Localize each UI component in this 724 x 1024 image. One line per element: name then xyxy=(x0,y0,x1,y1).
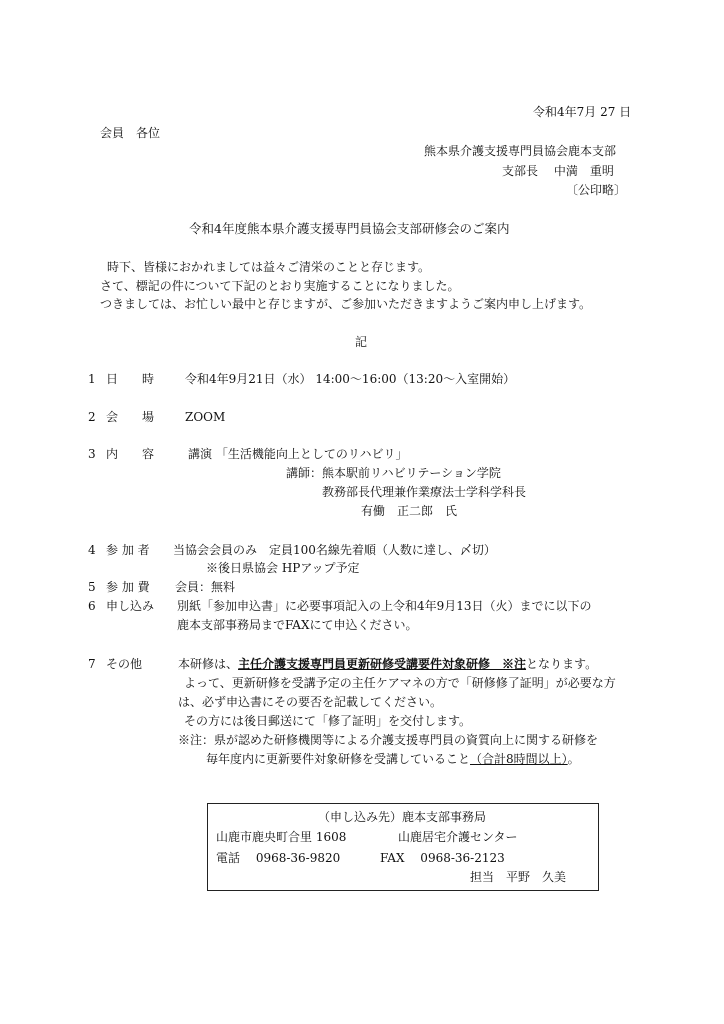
contact-heading: （申し込み先）鹿本支部事務局 xyxy=(318,810,487,824)
item-number-2: 2 xyxy=(88,410,96,424)
item-number-6: 6 xyxy=(88,599,96,613)
contact-address: 山鹿市鹿央町合里 1608 xyxy=(216,830,347,844)
item-label-application: 申し込み xyxy=(106,599,155,613)
item-number-5: 5 xyxy=(88,580,96,594)
participants-note: ※後日県協会 HPアップ予定 xyxy=(206,561,360,575)
other-note-1: ※注：県が認めた研修機関等による介護支援専門員の資質向上に関する研修を xyxy=(178,733,599,747)
other-line-4: その方には後日郵送にて「修了証明」を交付します。 xyxy=(184,714,472,728)
application-line-1: 別紙「参加申込書」に必要事項記入の上令和4年9月13日（火）までに以下の xyxy=(177,599,592,613)
document-title: 令和4年度熊本県介護支援専門員協会支部研修会のご案内 xyxy=(189,221,510,236)
contact-center: 山鹿居宅介護センター xyxy=(398,830,518,844)
item-label-other: その他 xyxy=(106,657,143,671)
item-value-lecture: 講演 「生活機能向上としてのリハビリ」 xyxy=(188,447,408,461)
sender-organization: 熊本県介護支援専門員協会鹿本支部 xyxy=(424,144,617,158)
other-line-1-pre: 本研修は、 xyxy=(178,657,239,671)
other-line-1 xyxy=(178,657,597,672)
item-value-fee: 会員：無料 xyxy=(175,580,236,594)
contact-person: 担当 平野 久美 xyxy=(470,870,567,884)
ki-heading: 記 xyxy=(355,335,368,349)
lecturer-title: 教務部長代理兼作業療法士学科学科長 xyxy=(322,485,527,499)
item-label-venue: 会 場 xyxy=(106,410,155,424)
item-number-1: 1 xyxy=(88,372,96,386)
lecturer-name: 有働 正二郎 氏 xyxy=(361,504,458,518)
seal-note: 〔公印略〕 xyxy=(566,183,627,197)
item-label-participants: 参 加 者 xyxy=(106,543,150,557)
other-line-1-emphasis: 主任介護支援専門員更新研修受講要件対象研修 ※注 xyxy=(238,657,527,671)
item-label-fee: 参 加 費 xyxy=(106,580,150,594)
other-note-2 xyxy=(206,752,580,767)
intro-line-3: つきましては、お忙しい最中と存じますが、ご参加いただきますようご案内申し上げます。 xyxy=(100,297,592,311)
other-line-1-post: となります。 xyxy=(526,657,598,671)
document-date: 令和4年7月 27 日 xyxy=(533,105,632,119)
other-note-2-emphasis: （合計8時間以上） xyxy=(470,752,568,766)
sender-name: 支部長 中満 重明 xyxy=(502,164,614,178)
intro-line-2: さて、標記の件について下記のとおり実施することになりました。 xyxy=(100,279,460,293)
other-note-2-pre: 毎年度内に更新要件対象研修を受講していること xyxy=(206,752,471,766)
item-number-4: 4 xyxy=(88,543,96,557)
item-value-date: 令和4年9月21日（水） 14:00～16:00（13:20～入室開始） xyxy=(185,372,516,386)
item-label-date: 日 時 xyxy=(106,372,155,386)
other-note-2-post: 。 xyxy=(567,752,580,766)
contact-fax: FAX 0968-36-2123 xyxy=(380,851,505,865)
item-label-content: 内 容 xyxy=(106,447,155,461)
other-line-3: は、必ず申込書にその要否を記載してください。 xyxy=(178,695,443,709)
item-value-participants: 当協会会員のみ 定員100名線先着順（人数に達し、〆切） xyxy=(173,543,496,557)
other-line-2: よって、更新研修を受講予定の主任ケアマネの方で「研修修了証明」が必要な方 xyxy=(184,676,616,690)
lecturer-affiliation: 講師：熊本駅前リハビリテーション学院 xyxy=(286,466,501,480)
item-number-3: 3 xyxy=(88,447,96,461)
item-value-venue: ZOOM xyxy=(185,410,226,424)
contact-phone: 電話 0968-36-9820 xyxy=(216,851,341,865)
contact-box xyxy=(207,803,599,891)
intro-line-1: 時下、皆様におかれましては益々ご清栄のことと存じます。 xyxy=(107,260,431,274)
addressee: 会員 各位 xyxy=(100,126,161,140)
item-number-7: 7 xyxy=(88,657,96,671)
application-line-2: 鹿本支部事務局までFAXにて申込ください。 xyxy=(177,618,418,632)
